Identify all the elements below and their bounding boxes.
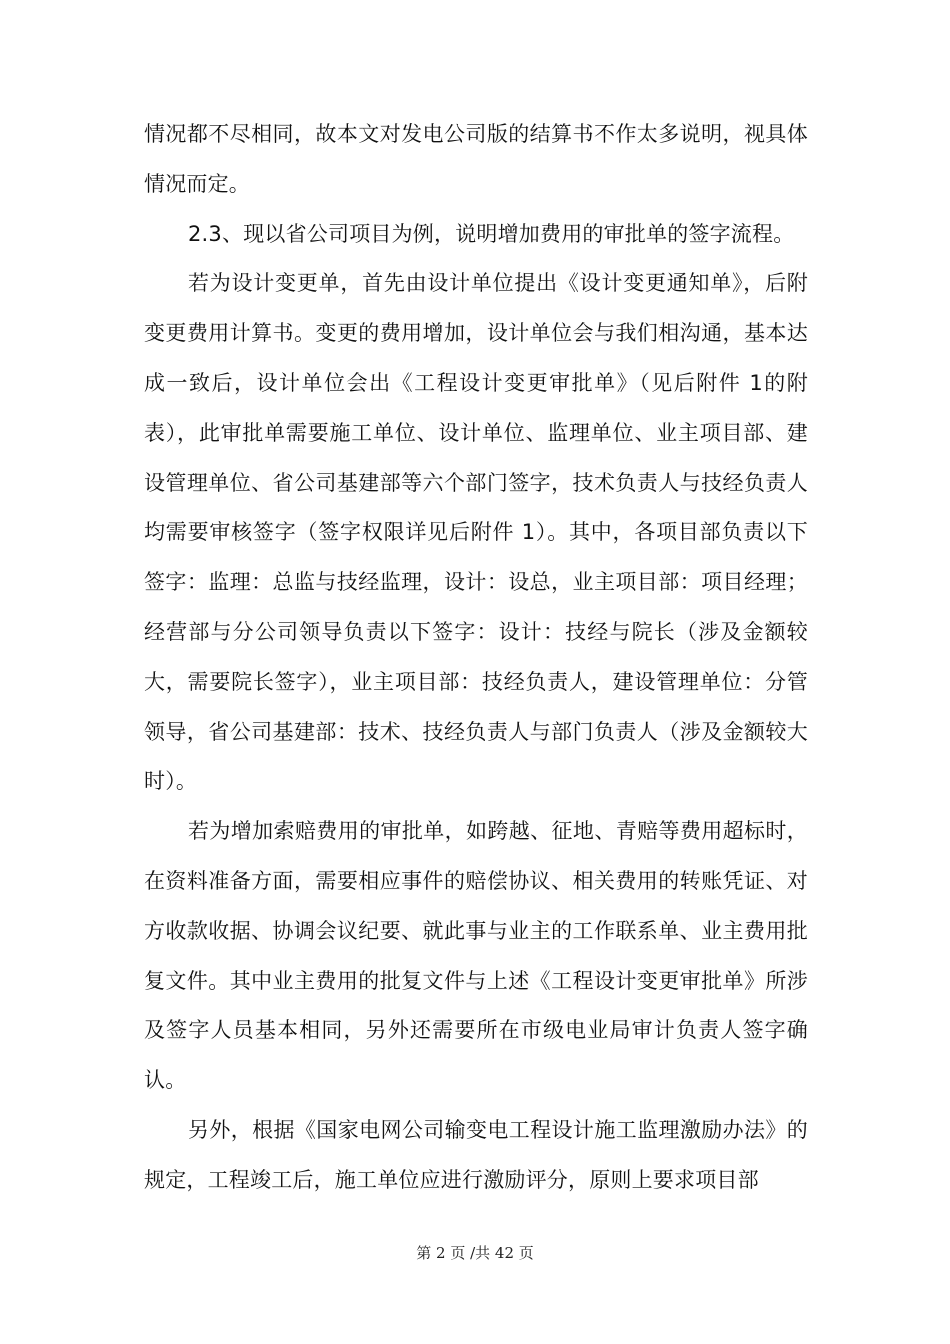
paragraph-continuation: 情况都不尽相同，故本文对发电公司版的结算书不作太多说明，视具体情况而定。 (144, 122, 808, 196)
paragraph-incentive: 另外，根据《国家电网公司输变电工程设计施工监理激励办法》的规定，工程竣工后，施工单位应进行激励评分，原则上要求项目部 (144, 1117, 808, 1192)
paragraph-design-change: 若为设计变更单，首先由设计单位提出《设计变更通知单》，后附变更费用计算书。变更的费用增加，设计单位会与我们相沟通，基本达成一致后，设计单位会出《工程设计变更审批单》（见后附件 1的附表），此审批单需要施工单位、设计单位、监理单位、业主项目部、建设管理单位、省公司基建部等六个部门签字，技术负责人与技经负责人均需要审核签字（签字权限详见后附件 1）。其中，各项目部负责以下签字：监理：总监与技经监理，设计：设总，业主项目部：项目经理；经营部与分公司领导负责以下签字：设计：技经与院长（涉及金额较大，需要院长签字），业主项目部：技经负责人，建设管理单位：分管领导，省公司基建部：技术、技经负责人与部门负责人（涉及金额较大时）。 (144, 271, 808, 794)
paragraph-section-2-3: 2.3、现以省公司项目为例，说明增加费用的审批单的签字流程。 (188, 221, 795, 246)
page-number-footer: 第 2 页 /共 42 页 (416, 1244, 534, 1262)
paragraph-claim-approval: 若为增加索赔费用的审批单，如跨越、征地、青赔等费用超标时，在资料准备方面，需要相应事件的赔偿协议、相关费用的转账凭证、对方收款收据、协调会议纪要、就此事与业主的工作联系单、业主费用批复文件。其中业主费用的批复文件与上述《工程设计变更审批单》所涉及签字人员基本相同，另外还需要所在市级电业局审计负责人签字确认。 (144, 819, 808, 1093)
document-body (144, 110, 808, 1206)
